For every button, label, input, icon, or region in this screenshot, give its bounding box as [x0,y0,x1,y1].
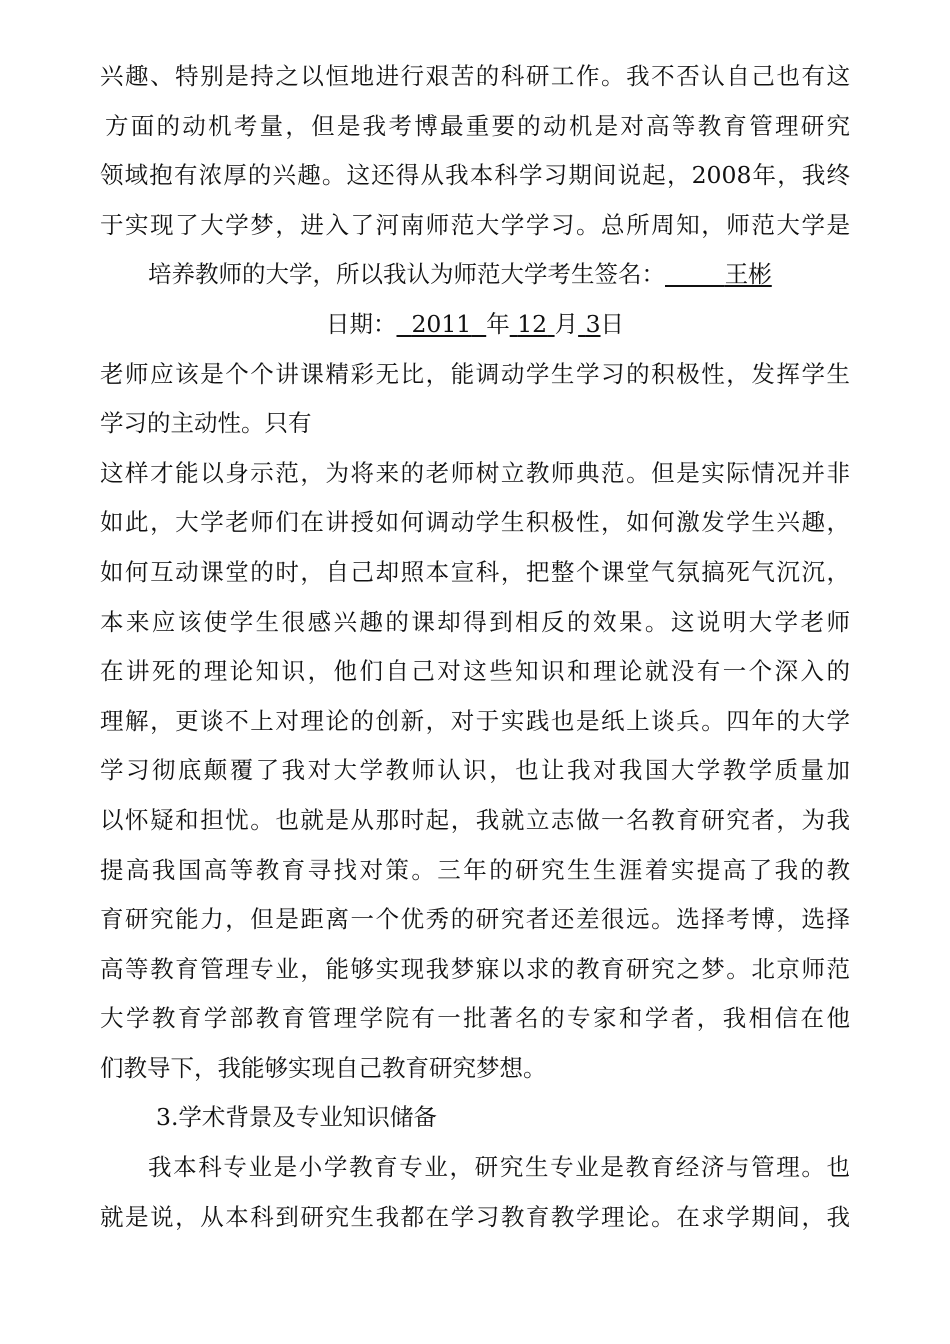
text-line: 在讲死的理论知识，他们自己对这些知识和理论就没有一个深入的 [100,657,850,686]
text-line: 提高我国高等教育寻找对策。三年的研究生生涯着实提高了我的教 [100,855,850,884]
signature-name-field [665,260,772,288]
text-line: 们教导下，我能够实现自己教育研究梦想。 [100,1053,547,1082]
date-day-field [578,310,600,338]
date-month: 12 [517,309,548,338]
date-month-field [510,310,555,338]
text-line: 学习彻底颠覆了我对大学教师认识，也让我对我国大学教学质量加 [100,756,850,785]
text-line: 领域抱有浓厚的兴趣。这还得从我本科学习期间说起，2008年，我终 [100,161,850,190]
text-line: 理解，更谈不上对理论的创新，对于实践也是纸上谈兵。四年的大学 [100,706,850,735]
signature-prefix: 培养教师的大学，所以我认为师范大学考生签名： [148,260,665,289]
date-day-unit: 日 [600,309,625,338]
date-day: 3 [585,309,601,338]
date-year-field [396,310,486,338]
text-line: 以怀疑和担忧。也就是从那时起，我就立志做一名教育研究者，为我 [100,805,850,834]
signature-name: 王彬 [724,260,772,289]
text-line: 高等教育管理专业，能够实现我梦寐以求的教育研究之梦。北京师范 [100,954,850,983]
document-page [100,52,850,1242]
section-heading: 3.学术背景及专业知识储备 [156,1103,437,1132]
date-month-unit: 月 [554,309,579,338]
text-line: 这样才能以身示范，为将来的老师树立教师典范。但是实际情况并非 [100,458,850,487]
text-line: 学习的主动性。只有 [100,409,312,438]
text-line: 就是说，从本科到研究生我都在学习教育教学理论。在求学期间，我 [100,1202,850,1231]
signature-line [100,250,850,300]
date-year: 2011 [411,309,472,338]
text-line: 如何互动课堂的时，自己却照本宣科，把整个课堂气氛搞死气沉沉， [100,557,850,586]
date-line [100,300,850,350]
text-line: 方面的动机考量，但是我考博最重要的动机是对高等教育管理研究 [105,111,850,140]
text-line: 本来应该使学生很感兴趣的课却得到相反的效果。这说明大学老师 [100,607,850,636]
date-label: 日期： [325,309,397,338]
text-line: 于实现了大学梦，进入了河南师范大学学习。总所周知，师范大学是 [100,210,850,239]
text-line: 大学教育学部教育管理学院有一批著名的专家和学者，我相信在他 [100,1004,850,1033]
text-line: 我本科专业是小学教育专业，研究生专业是教育经济与管理。也 [148,1153,850,1182]
text-line: 如此，大学老师们在讲授如何调动学生积极性，如何激发学生兴趣， [100,508,850,537]
text-line: 育研究能力，但是距离一个优秀的研究者还差很远。选择考博，选择 [100,905,850,934]
date-year-unit: 年 [486,309,510,338]
text-line: 兴趣、特别是持之以恒地进行艰苦的科研工作。我不否认自己也有这 [100,62,850,90]
text-line: 老师应该是个个讲课精彩无比，能调动学生学习的积极性，发挥学生 [100,359,850,388]
